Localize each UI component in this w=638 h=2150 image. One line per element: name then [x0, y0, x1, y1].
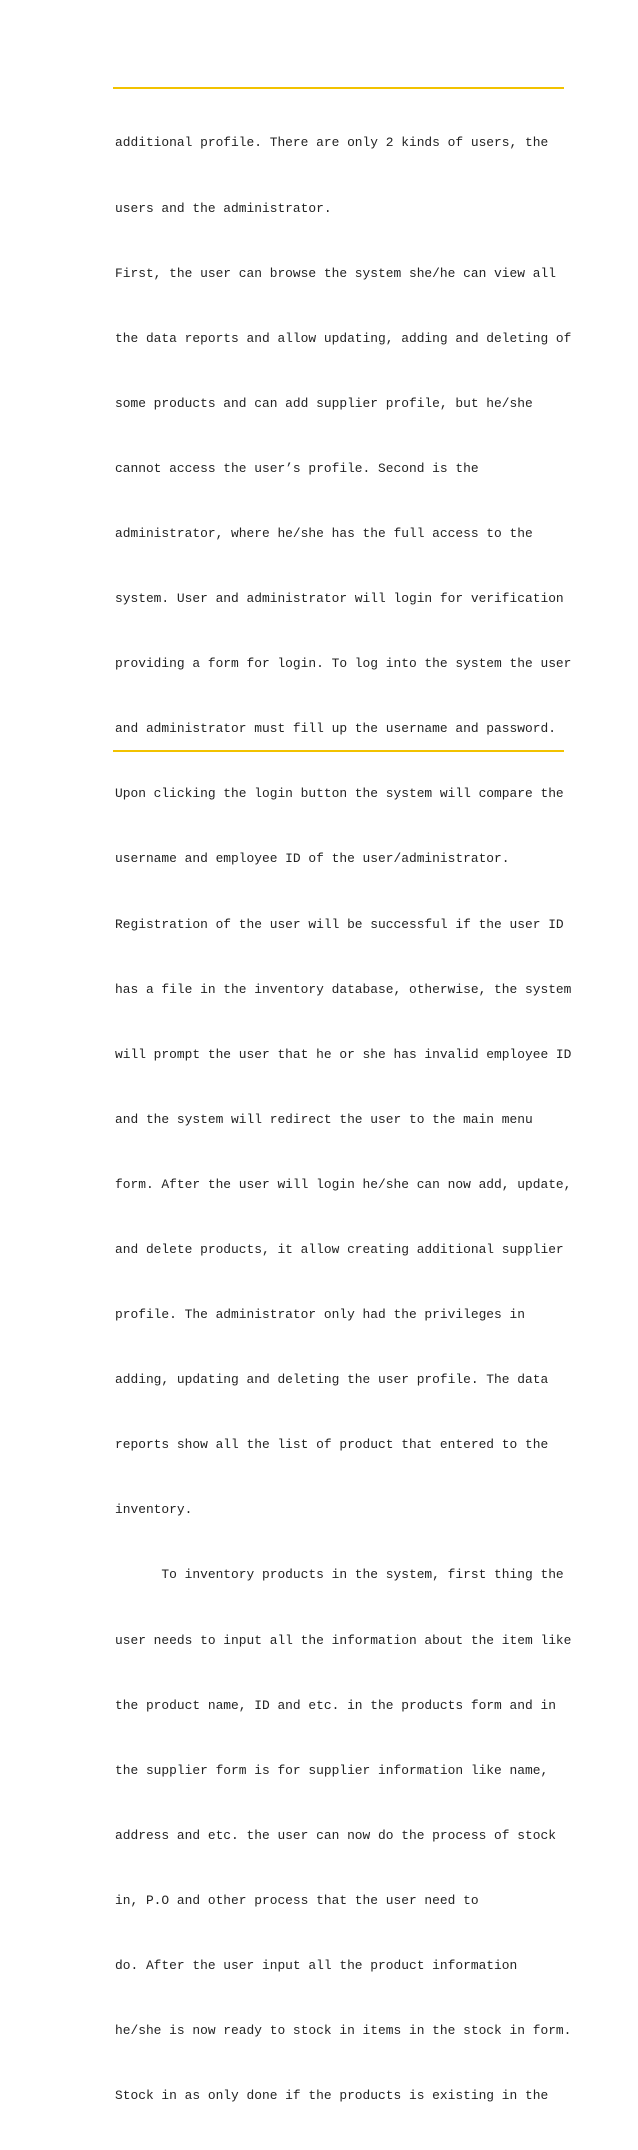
text-line: the data reports and allow updating, adding and deleting of — [115, 330, 572, 346]
text-line: system. User and administrator will login for verification — [115, 591, 564, 607]
body-text — [115, 89, 575, 2150]
text-line: additional profile. There are only 2 kinds of users, the — [115, 135, 549, 151]
text-line: providing a form for login. To log into the system the user — [115, 656, 572, 672]
text-line: in, P.O and other process that the user need to — [115, 1892, 479, 1908]
text-line: profile. The administrator only had the privileges in — [115, 1307, 525, 1323]
text-line: address and etc. the user can now do the process of stock — [115, 1827, 556, 1843]
text-line: Upon clicking the login button the system will compare the — [115, 786, 564, 802]
text-line: do. After the user input all the product information — [115, 1958, 518, 1974]
text-line: will prompt the user that he or she has invalid employee ID — [115, 1046, 572, 1062]
text-line: the product name, ID and etc. in the products form and in — [115, 1697, 556, 1713]
text-line: and administrator must fill up the username and password. — [115, 721, 556, 737]
text-line: has a file in the inventory database, otherwise, the system — [115, 981, 572, 997]
text-line: and delete products, it allow creating additional supplier — [115, 1242, 564, 1257]
text-line: username and employee ID of the user/administrator. — [115, 851, 510, 867]
text-line: form. After the user will login he/she can now add, update, — [115, 1176, 572, 1192]
text-line: the supplier form is for supplier information like name, — [115, 1762, 549, 1778]
text-line: user needs to input all the information about the item like — [115, 1632, 572, 1648]
text-line: adding, updating and deleting the user profile. The data — [115, 1372, 549, 1388]
text-line: reports show all the list of product that entered to the — [115, 1437, 549, 1453]
text-line: cannot access the user’s profile. Second is the — [115, 460, 479, 476]
text-line: inventory. — [115, 1502, 193, 1518]
text-line: Registration of the user will be successful if the user ID — [115, 916, 564, 932]
text-line: users and the administrator. — [115, 200, 332, 216]
text-line: To inventory products in the system, first thing the — [115, 1567, 564, 1583]
text-line: Stock in as only done if the products is existing in the — [115, 2088, 549, 2104]
text-line: First, the user can browse the system she/he can view all — [115, 265, 556, 281]
text-line: and the system will redirect the user to the main menu — [115, 1111, 533, 1127]
text-line: he/she is now ready to stock in items in the stock in form. — [115, 2023, 572, 2039]
bottom-rule — [113, 750, 564, 752]
text-line: some products and can add supplier profile, but he/she — [115, 395, 533, 411]
text-line: administrator, where he/she has the full access to the — [115, 525, 533, 541]
